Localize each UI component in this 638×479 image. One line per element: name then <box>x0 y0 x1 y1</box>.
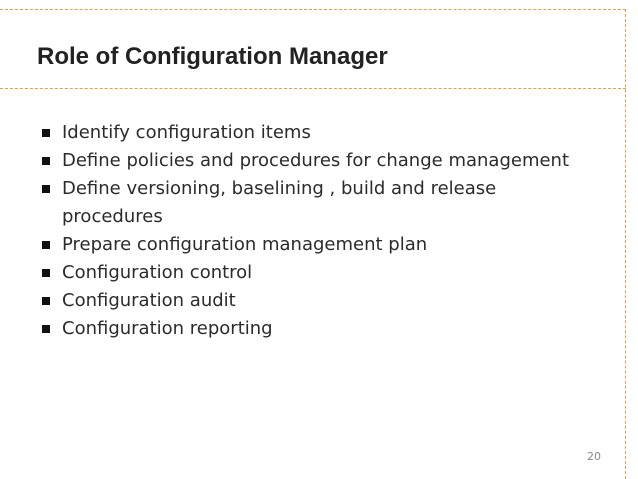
square-bullet-icon <box>42 269 50 277</box>
title-divider <box>0 88 626 89</box>
bullet-list <box>40 119 600 343</box>
bullet-text: Define policies and procedures for change management <box>62 150 570 171</box>
square-bullet-icon <box>42 185 50 193</box>
bullet-item <box>40 119 600 147</box>
square-bullet-icon <box>42 157 50 165</box>
square-bullet-icon <box>42 325 50 333</box>
bullet-item <box>40 259 600 287</box>
top-dashed-border <box>0 9 626 10</box>
slide-title: Role of Configuration Manager <box>37 43 388 70</box>
bullet-item <box>40 175 600 231</box>
bullet-item <box>40 231 600 259</box>
square-bullet-icon <box>42 297 50 305</box>
bullet-item <box>40 315 600 343</box>
square-bullet-icon <box>42 129 50 137</box>
bullet-text: Define versioning, baselining , build and release procedures <box>62 178 497 227</box>
bullet-text: Configuration audit <box>62 290 236 311</box>
bullet-item <box>40 147 600 175</box>
right-dashed-border <box>625 9 626 479</box>
bullet-text: Identify configuration items <box>62 122 311 143</box>
bullet-text: Configuration reporting <box>62 318 273 339</box>
page-number: 20 <box>587 450 601 463</box>
bullet-text: Prepare configuration management plan <box>62 234 428 255</box>
square-bullet-icon <box>42 241 50 249</box>
bullet-text: Configuration control <box>62 262 253 283</box>
bullet-item <box>40 287 600 315</box>
